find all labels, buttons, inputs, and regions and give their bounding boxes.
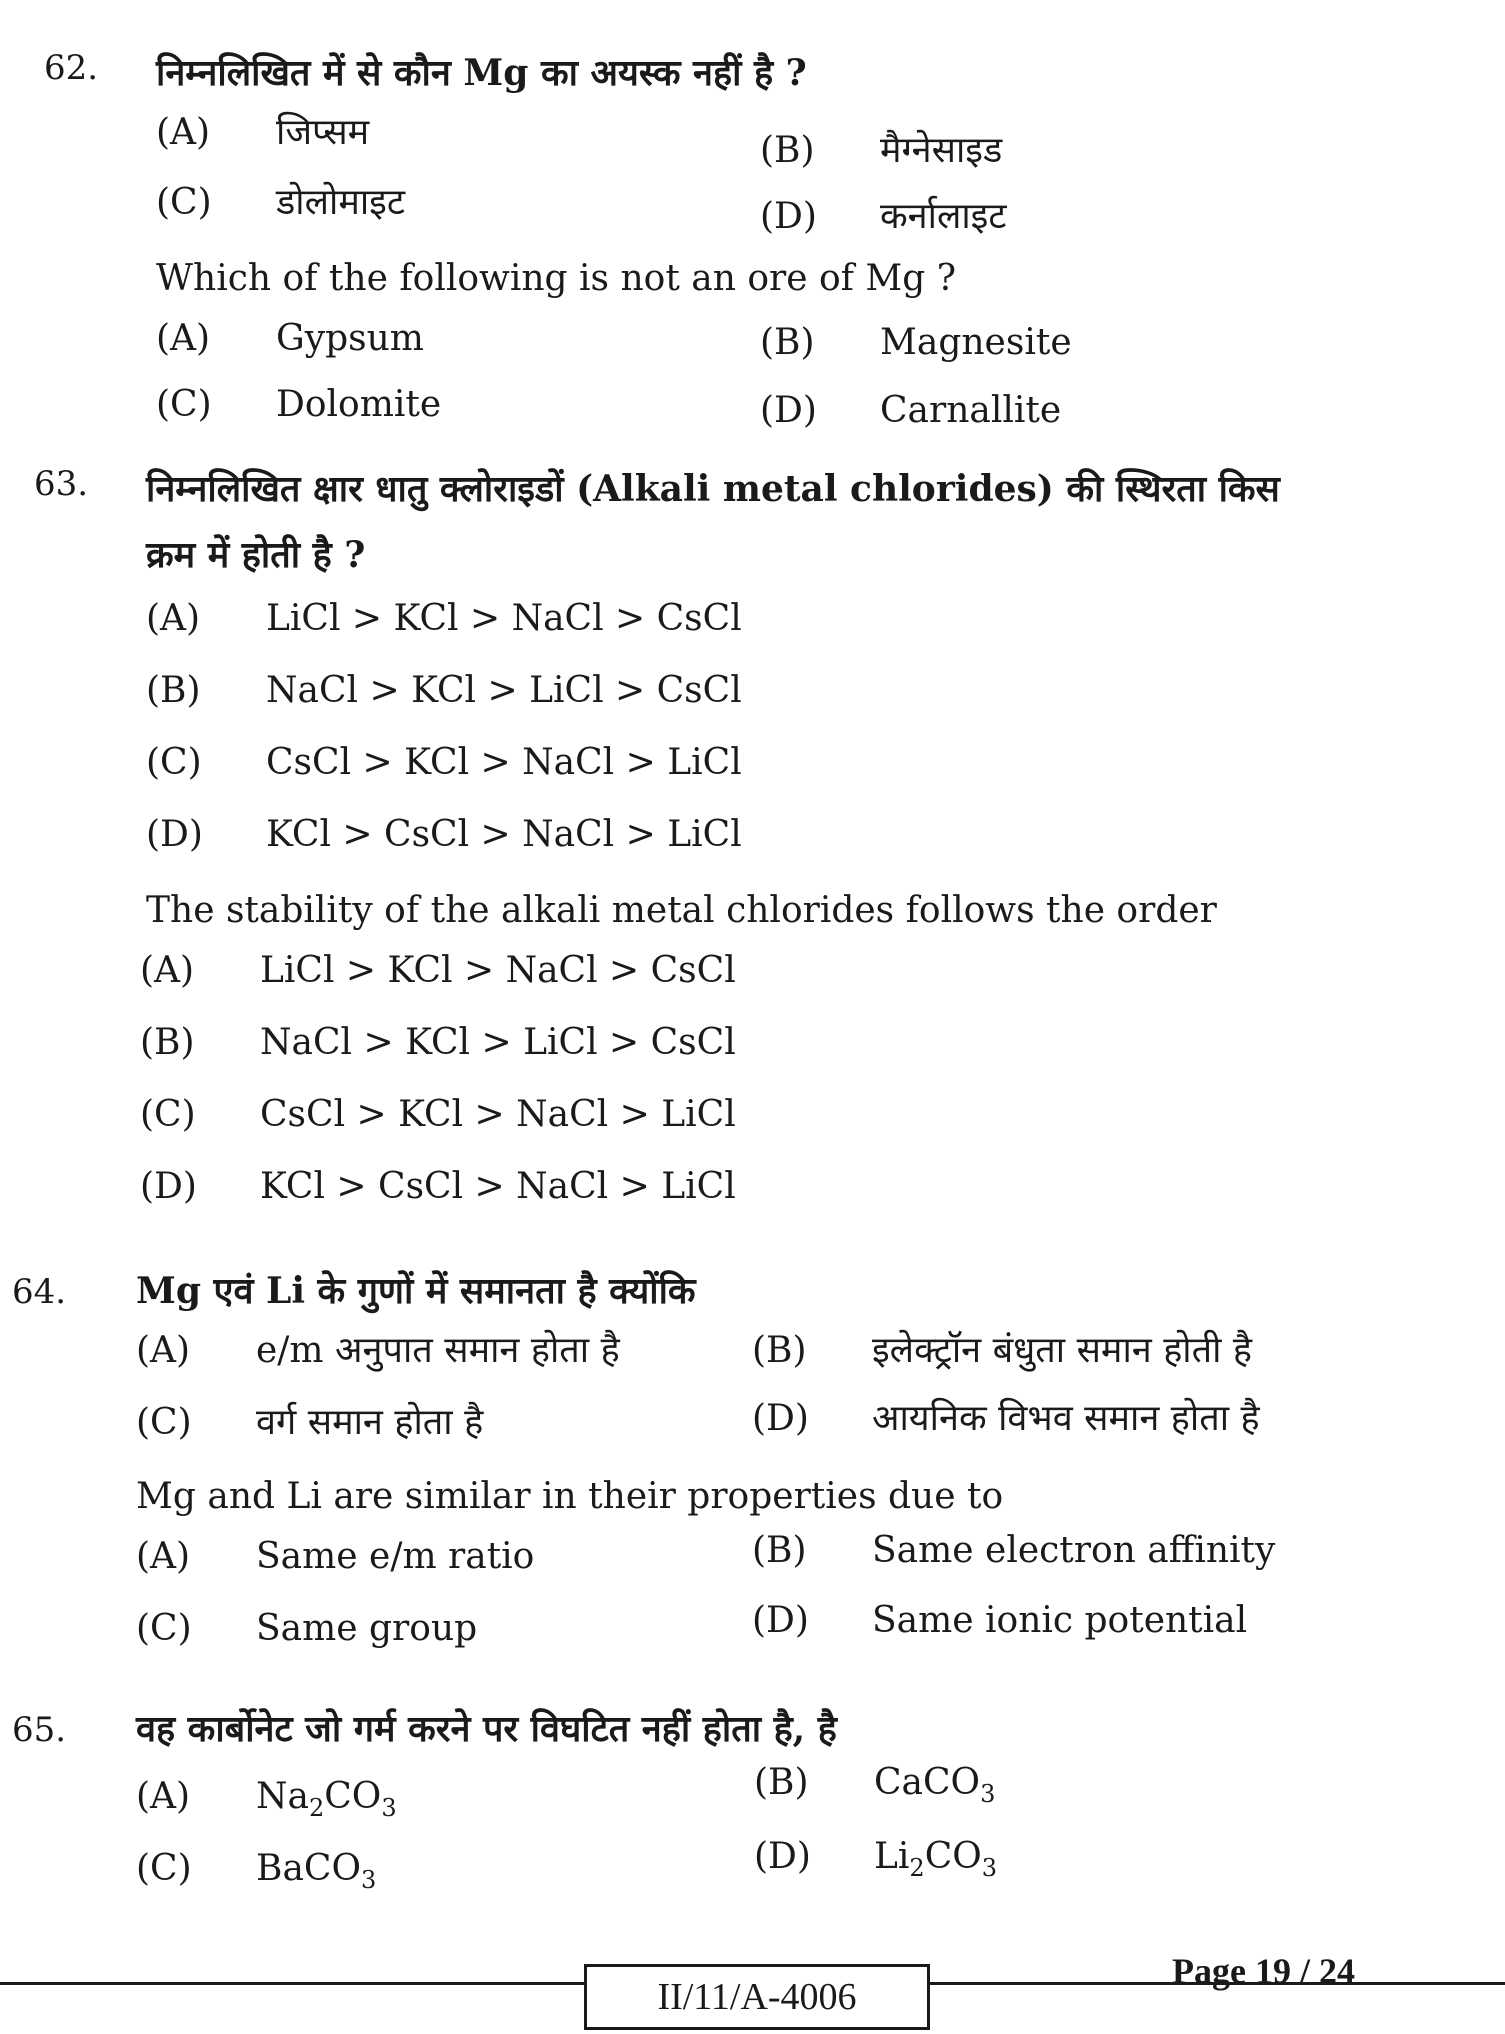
question-text-english: The stability of the alkali metal chlorides follows the order bbox=[146, 890, 1217, 931]
option-b-english: (B) Same electron affinity bbox=[752, 1530, 1276, 1571]
question-text-hindi-line1: निम्नलिखित क्षार धातु क्लोराइडों (Alkali metal chlorides) की स्थिरता किस bbox=[146, 468, 1280, 510]
question-text-english: Mg and Li are similar in their properties due to bbox=[136, 1476, 1004, 1517]
option-c-hindi: (C) वर्ग समान होता है bbox=[136, 1402, 484, 1443]
option-d-english: (D) Carnallite bbox=[760, 390, 1062, 431]
question-number: 65. bbox=[12, 1710, 67, 1750]
page-number: Page 19 / 24 bbox=[1172, 1951, 1355, 1991]
question-63 bbox=[34, 456, 1466, 1234]
question-text-hindi: निम्नलिखित में से कौन Mg का अयस्क नहीं है ? bbox=[156, 52, 807, 94]
option-b: (B) CaCO$_3$ bbox=[754, 1762, 996, 1808]
option-b-english: (B) NaCl > KCl > LiCl > CsCl bbox=[140, 1022, 736, 1063]
option-b-hindi: (B) मैग्नेसाइड bbox=[760, 130, 1003, 171]
option-a-english: (A) Same e/m ratio bbox=[136, 1536, 535, 1577]
option-a-hindi: (A) e/m अनुपात समान होता है bbox=[136, 1330, 620, 1371]
option-b-hindi: (B) NaCl > KCl > LiCl > CsCl bbox=[146, 670, 742, 711]
option-c: (C) BaCO$_3$ bbox=[136, 1848, 377, 1894]
option-b-english: (B) Magnesite bbox=[760, 322, 1072, 363]
question-text-english: Which of the following is not an ore of Mg ? bbox=[156, 258, 957, 299]
question-text-hindi: Mg एवं Li के गुणों में समानता है क्योंकि bbox=[136, 1270, 696, 1312]
option-c-english: (C) Dolomite bbox=[156, 384, 442, 425]
question-number: 62. bbox=[44, 48, 99, 88]
question-number: 64. bbox=[12, 1272, 67, 1312]
option-c-hindi: (C) CsCl > KCl > NaCl > LiCl bbox=[146, 742, 742, 783]
question-text-hindi: वह कार्बोनेट जो गर्म करने पर विघटित नहीं होता है, है bbox=[136, 1708, 837, 1750]
option-a-hindi: (A) जिप्सम bbox=[156, 112, 370, 153]
option-a: (A) $Na_2CO_3$ bbox=[136, 1776, 397, 1822]
option-d: (D) $Li_2CO_3$ bbox=[754, 1836, 998, 1882]
option-d-hindi: (D) आयनिक विभव समान होता है bbox=[752, 1398, 1260, 1439]
question-65 bbox=[12, 1696, 1466, 1912]
paper-code: II/11/A-4006 bbox=[584, 1964, 930, 2030]
option-c-english: (C) CsCl > KCl > NaCl > LiCl bbox=[140, 1094, 736, 1135]
option-c-hindi: (C) डोलोमाइट bbox=[156, 182, 405, 223]
question-text-hindi-line2: क्रम में होती है ? bbox=[146, 534, 366, 576]
option-c-english: (C) Same group bbox=[136, 1608, 478, 1649]
option-d-hindi: (D) कर्नालाइट bbox=[760, 196, 1007, 237]
option-d-hindi: (D) KCl > CsCl > NaCl > LiCl bbox=[146, 814, 742, 855]
option-a-english: (A) Gypsum bbox=[156, 318, 424, 359]
question-62 bbox=[44, 40, 1456, 462]
question-number: 63. bbox=[34, 464, 89, 504]
option-b-hindi: (B) इलेक्ट्रॉन बंधुता समान होती है bbox=[752, 1330, 1253, 1371]
option-a-hindi: (A) LiCl > KCl > NaCl > CsCl bbox=[146, 598, 742, 639]
option-d-english: (D) KCl > CsCl > NaCl > LiCl bbox=[140, 1166, 736, 1207]
question-64 bbox=[12, 1258, 1466, 1670]
option-d-english: (D) Same ionic potential bbox=[752, 1600, 1248, 1641]
option-a-english: (A) LiCl > KCl > NaCl > CsCl bbox=[140, 950, 736, 991]
